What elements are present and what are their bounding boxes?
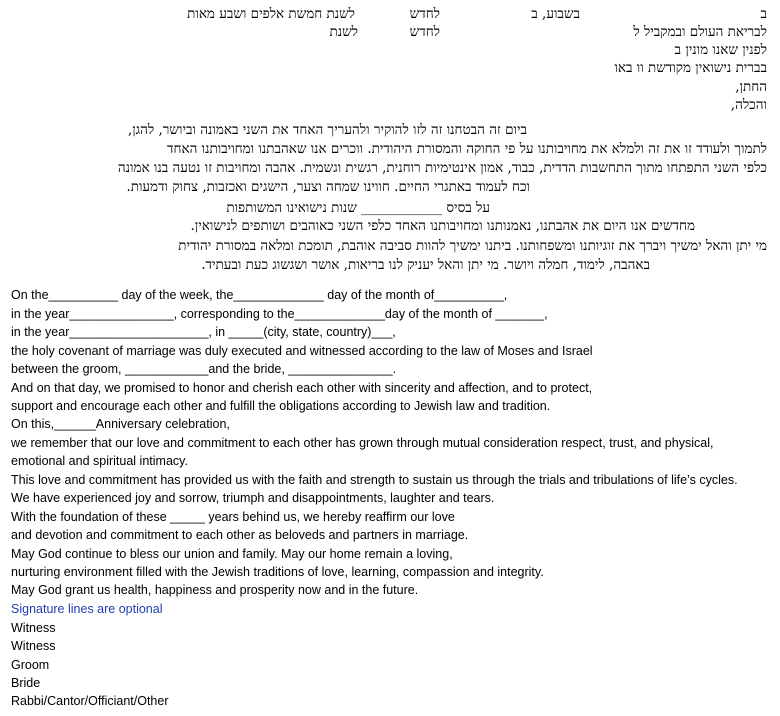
header-line: בברית נישואין מקודשת וו באו: [614, 60, 767, 76]
english-line: May God continue to bless our union and family. May our home remain a loving,: [11, 547, 453, 561]
header-field: לשנת חמשת אלפים ושבע מאות: [187, 6, 355, 22]
english-line: May God grant us health, happiness and prosperity now and in the future.: [11, 583, 419, 597]
english-line: With the foundation of these _____ years behind us, we hereby reaffirm our love: [11, 510, 455, 524]
header-line: והכלה,: [730, 97, 767, 113]
hebrew-line: ביום זה הבטחנו זה לזו להוקיר ולהעריך האחד את השני באמונה וביושר, להגן,: [127, 122, 527, 138]
english-line: And on that day, we promised to honor and cherish each other with sincerity and affection, and to protect,: [11, 381, 593, 395]
hebrew-line: מי יתן והאל ימשיך ויברך את זוגיותנו ומשפחותנו. ביתנו ימשיך להוות סביבה אוהבת, תומכת ומלאה במסורת יהודית: [178, 238, 767, 254]
signature-label-groom: Groom: [11, 658, 50, 672]
english-line: the holy covenant of marriage was duly executed and witnessed according to the law of Moses and Israel: [11, 344, 593, 358]
signature-label-bride: Bride: [11, 676, 41, 690]
english-line: support and encourage each other and fulfill the obligations according to Jewish law and tradition.: [11, 399, 551, 413]
header-field: לחדש: [409, 6, 440, 22]
english-line: nurturing environment filled with the Jewish traditions of love, learning, compassion and integrity.: [11, 565, 544, 579]
english-line: On this,______Anniversary celebration,: [11, 417, 230, 431]
header-line: לפנין שאנו מונין ב: [674, 42, 767, 58]
hebrew-line: מחדשים אנו היום את אהבתנו, נאמנותנו ומחויבותנו האחד כלפי השני כאוהבים ושותפים לנישואין.: [190, 218, 695, 234]
header-line: ב: [760, 6, 767, 22]
header-line: החתן,: [735, 79, 767, 95]
english-line: emotional and spiritual intimacy.: [11, 454, 188, 468]
hebrew-line: לתמוך ולעודד זו את זה ולמלא את מחויבותנו על פי החוקה והמסורת היהודית. ווכרים אנו שאהבתנו ומחויבותנו האחד: [166, 141, 767, 157]
english-line: On the__________ day of the week, the_____________ day of the month of__________,: [11, 288, 508, 302]
english-line: in the year____________________, in _____(city, state, country)___,: [11, 325, 396, 339]
header-field: בשבוע, ב: [531, 6, 580, 22]
english-line: between the groom, ____________and the bride, _______________.: [11, 362, 397, 376]
hebrew-line: כלפי השני התפתחו מתוך התחשבות הדדית, כבוד, אמון אינטימיות רוחנית, רגשית וגשמית. אהבה ומחויבות זו נטעה בנו אמונה: [117, 160, 767, 176]
header-field: לחדש: [409, 24, 440, 40]
hebrew-line: על בסיס ____________ שנות נישואינו המשותפות: [226, 200, 490, 216]
signature-label-witness: Witness: [11, 621, 56, 635]
english-line: We have experienced joy and sorrow, triumph and disappointments, laughter and tears.: [11, 491, 495, 505]
hebrew-line: באהבה, לימוד, חמלה ויושר. מי יתן והאל יעניק לנו בריאות, אושר ושגשוג כעת ובעתיד.: [201, 257, 650, 273]
header-field: לשנת: [329, 24, 358, 40]
header-line: לבריאת העולם ובמקביל ל: [633, 24, 767, 40]
english-line: in the year_______________, corresponding to the_____________day of the month of _______,: [11, 307, 548, 321]
signature-note: Signature lines are optional: [11, 602, 163, 616]
english-line: we remember that our love and commitment to each other has grown through mutual consideration respect, trust, and physical,: [11, 436, 714, 450]
signature-label-officiant: Rabbi/Cantor/Officiant/Other: [11, 694, 169, 708]
english-line: This love and commitment has provided us with the faith and strength to sustain us through the trials and tribulations of life’s cycles.: [11, 473, 738, 487]
signature-label-witness: Witness: [11, 639, 56, 653]
english-line: and devotion and commitment to each other as beloveds and partners in marriage.: [11, 528, 469, 542]
hebrew-line: וכח לעמוד באתגרי החיים. חווינו שמחה וצער, הישגים ואכזבות, צחוק ודמעות.: [126, 179, 530, 195]
